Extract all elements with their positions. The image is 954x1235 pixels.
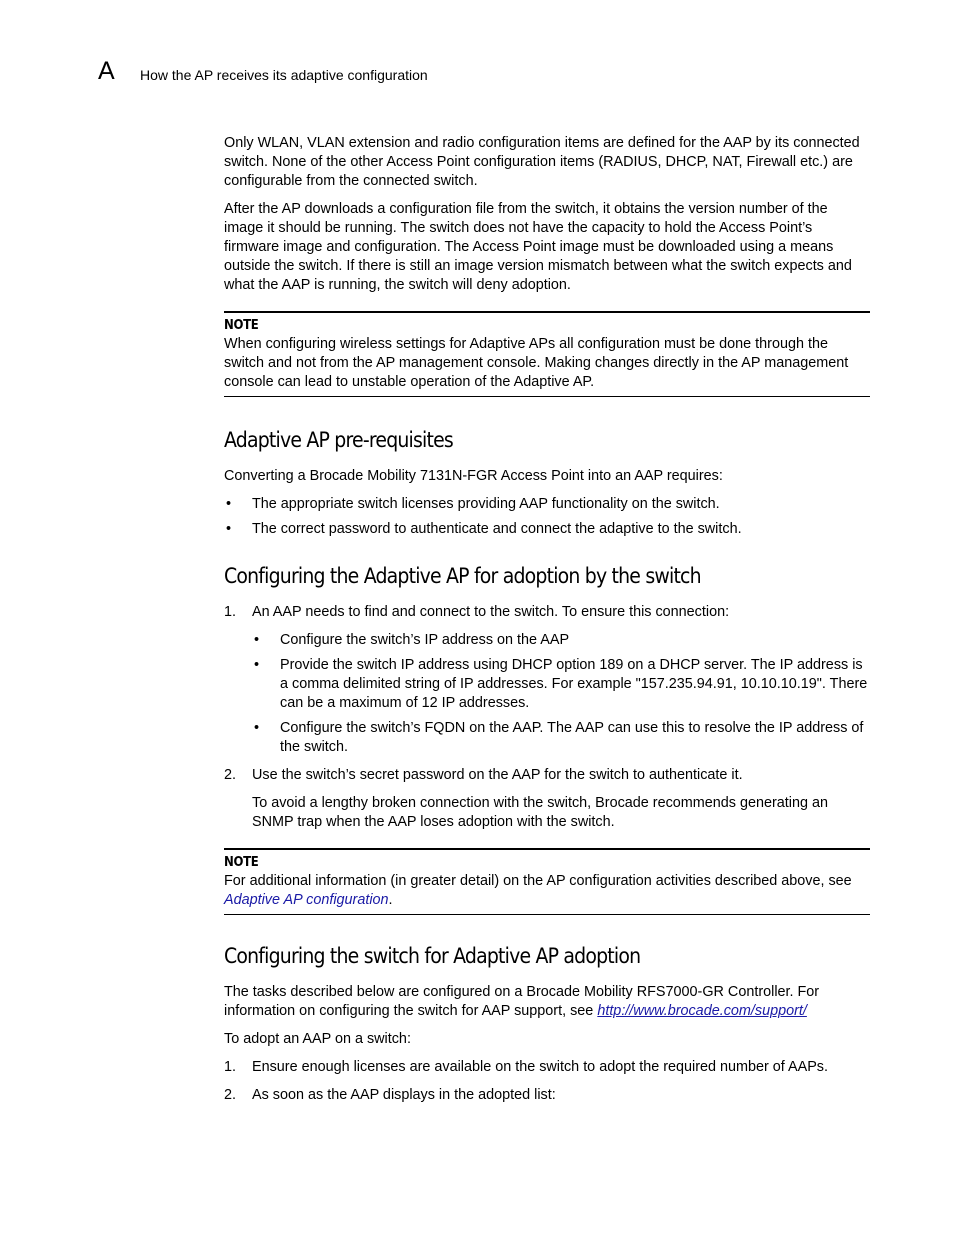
list-item: • Provide the switch IP address using DHCP option 189 on a DHCP server. The IP address is a comma delimited string of IP addresses. For example "157.235.94.91, 10.10.10.19". There can be a maximum of 12 IP addresses.	[254, 657, 868, 711]
step-number: 1.	[224, 604, 237, 620]
note-box-1	[224, 311, 870, 397]
adaptive-ap-configuration-link[interactable]: Adaptive AP configuration	[224, 892, 389, 908]
step-text: Use the switch’s secret password on the AAP for the switch to authenticate it.	[252, 767, 743, 783]
configure-switch-intro: The tasks described below are configured on a Brocade Mobility RFS7000-GR Controller. For information on configuring the switch for AAP support, see http://www.brocade.com/support/	[224, 984, 820, 1019]
note-text: For additional information (in greater detail) on the AP configuration activities described above, see Adaptive AP configuration.	[224, 873, 852, 908]
note-box-2	[224, 848, 870, 915]
intro-paragraph-1: Only WLAN, VLAN extension and radio configuration items are defined for the AAP by its connected switch. None of the other Access Point configuration items (RADIUS, DHCP, NAT, Firewall etc.) are configurable from the connected switch.	[224, 135, 860, 189]
adopt-steps	[224, 1058, 870, 1105]
step-item	[224, 1086, 870, 1105]
prereq-list	[224, 495, 870, 539]
bullet-icon: •	[254, 657, 260, 673]
step-number: 2.	[224, 767, 237, 783]
note-text: When configuring wireless settings for Adaptive APs all configuration must be done through the switch and not from the AP management console. Making changes directly in the AP management console can lead to unstable operation of the Adaptive AP.	[224, 336, 849, 390]
list-item: • Configure the switch’s IP address on the AAP	[254, 632, 570, 648]
note-label: NOTE	[224, 318, 259, 333]
brocade-support-link[interactable]: http://www.brocade.com/support/	[597, 1003, 807, 1019]
bullet-icon: •	[254, 632, 260, 648]
step-item	[224, 1058, 870, 1077]
page-body	[224, 134, 870, 1114]
appendix-letter: A	[98, 57, 115, 85]
heading-prerequisites: Adaptive AP pre-requisites	[224, 428, 453, 452]
heading-configure-switch: Configuring the switch for Adaptive AP adoption	[224, 944, 641, 968]
list-item: • The correct password to authenticate and connect the adaptive to the switch.	[226, 521, 742, 537]
running-header-title: How the AP receives its adaptive configuration	[140, 67, 428, 83]
list-item: • Configure the switch’s FQDN on the AAP. The AAP can use this to resolve the IP address of the switch.	[254, 720, 864, 755]
step-number: 1.	[224, 1059, 237, 1075]
step-text: Ensure enough licenses are available on the switch to adopt the required number of AAPs.	[252, 1059, 828, 1075]
step-number: 2.	[224, 1087, 237, 1103]
step-item	[224, 603, 870, 757]
list-item: • The appropriate switch licenses providing AAP functionality on the switch.	[226, 496, 720, 512]
prereq-intro: Converting a Brocade Mobility 7131N-FGR Access Point into an AAP requires:	[224, 468, 723, 484]
intro-paragraph-2: After the AP downloads a configuration file from the switch, it obtains the version number of the image it should be running. The switch does not have the capacity to hold the Access Point’s firmware image and configuration. The Access Point image must be downloaded using a means outside the switch. If there is still an image version mismatch between what the switch expects and what the AAP is running, the switch will deny adoption.	[224, 201, 852, 293]
step-text: As soon as the AAP displays in the adopted list:	[252, 1087, 556, 1103]
bullet-icon: •	[226, 496, 232, 512]
adopt-intro: To adopt an AAP on a switch:	[224, 1031, 411, 1047]
step1-sublist	[252, 631, 870, 757]
step2-detail: To avoid a lengthy broken connection with the switch, Brocade recommends generating an SNMP trap when the AAP loses adoption with the switch.	[252, 795, 828, 830]
step-item	[224, 766, 870, 832]
heading-configure-aap: Configuring the Adaptive AP for adoption by the switch	[224, 564, 701, 588]
step-text: An AAP needs to find and connect to the switch. To ensure this connection:	[252, 604, 730, 620]
note-label: NOTE	[224, 855, 259, 870]
configure-aap-steps	[224, 603, 870, 832]
bullet-icon: •	[254, 720, 260, 736]
bullet-icon: •	[226, 521, 232, 537]
